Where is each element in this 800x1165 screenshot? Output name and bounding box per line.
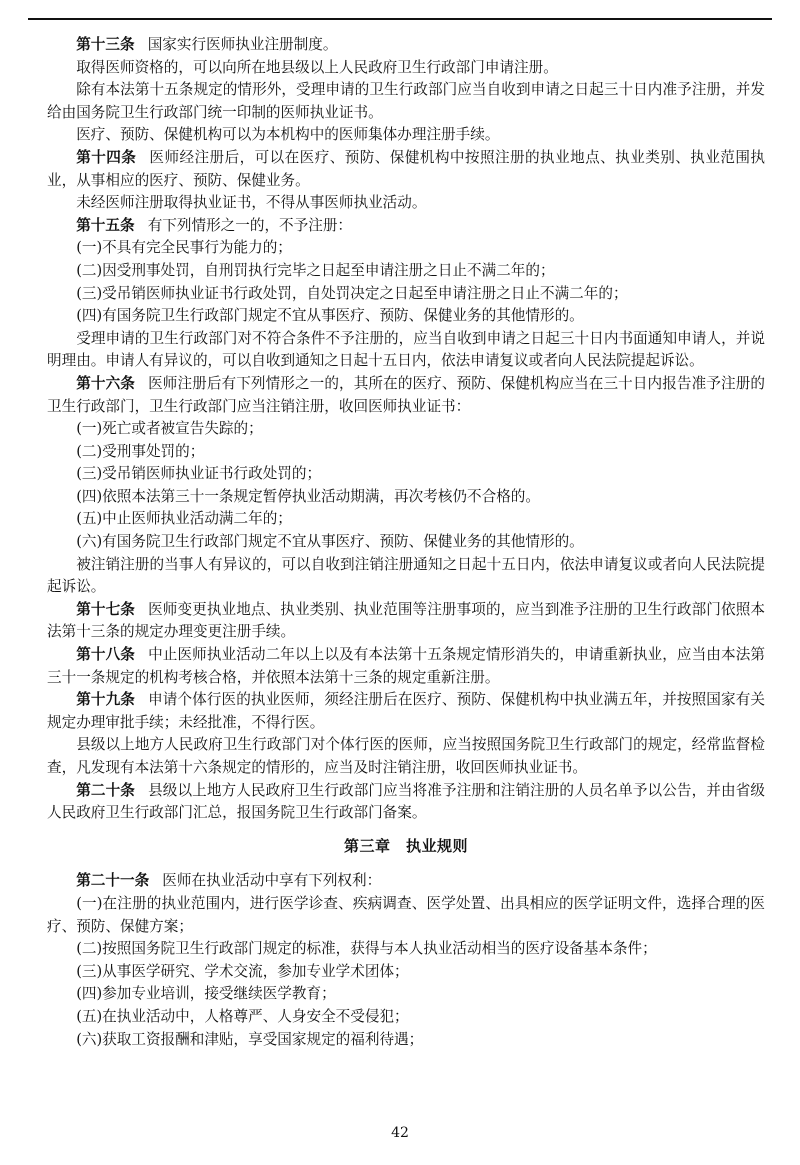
paragraph — [47, 283, 765, 306]
paragraph — [47, 1006, 765, 1029]
article-number: 第十七条 — [76, 600, 135, 618]
paragraph — [47, 260, 765, 283]
paragraph — [47, 463, 765, 486]
paragraph-text: (二)按照国务院卫生行政部门规定的标准，获得与本人执业活动相当的医疗设备基本条件； — [76, 940, 657, 958]
article-number: 第二十条 — [76, 781, 135, 799]
page-content — [47, 34, 765, 1051]
paragraph-text: 医师变更执业地点、执业类别、执业范围等注册事项的，应当到准予注册的卫生行政部门依照本法第十三条的规定办理变更注册手续。 — [47, 600, 765, 641]
paragraph-text: (六)获取工资报酬和津贴，享受国家规定的福利待遇； — [76, 1030, 424, 1048]
paragraph-text: 被注销注册的当事人有异议的，可以自收到注销注册通知之日起十五日内，依法申请复议或者向人民法院提起诉讼。 — [47, 555, 765, 596]
paragraph-text: 医师经注册后，可以在医疗、预防、保健机构中按照注册的执业地点、执业类别、执业范围执业，从事相应的医疗、预防、保健业务。 — [47, 148, 765, 189]
paragraph — [47, 147, 765, 192]
page-number: 42 — [391, 1125, 409, 1141]
paragraph — [47, 554, 765, 599]
paragraph — [47, 215, 765, 238]
paragraph — [47, 79, 765, 124]
paragraph — [47, 486, 765, 509]
paragraph — [47, 305, 765, 328]
article-number: 第十八条 — [76, 646, 135, 664]
paragraph-text: (一)死亡或者被宣告失踪的； — [76, 420, 263, 438]
paragraph — [47, 734, 765, 779]
paragraph — [47, 237, 765, 260]
paragraph — [47, 599, 765, 644]
paragraph — [47, 1029, 765, 1052]
paragraph-text: 医师在执业活动中享有下列权利： — [162, 872, 382, 890]
paragraph — [47, 893, 765, 938]
paragraph — [47, 689, 765, 734]
article-number: 第十九条 — [76, 691, 135, 709]
paragraph-text: (二)因受刑事处罚，自刑罚执行完毕之日起至申请注册之日止不满二年的； — [76, 261, 555, 279]
article-number: 第十三条 — [76, 36, 135, 53]
paragraph-text: 医疗、预防、保健机构可以为本机构中的医师集体办理注册手续。 — [76, 126, 500, 144]
paragraph-text: (四)有国务院卫生行政部门规定不宜从事医疗、预防、保健业务的其他情形的。 — [76, 307, 584, 325]
paragraph-text: (一)不具有完全民事行为能力的； — [76, 239, 292, 257]
paragraph-text: 县级以上地方人民政府卫生行政部门应当将准予注册和注销注册的人员名单予以公告，并由省级人民政府卫生行政部门汇总，报国务院卫生行政部门备案。 — [47, 781, 765, 822]
paragraph — [47, 780, 765, 825]
paragraph — [47, 983, 765, 1006]
section-registration — [47, 34, 765, 825]
paragraph — [47, 531, 765, 554]
paragraph-text: (四)参加专业培训，接受继续医学教育； — [76, 985, 336, 1003]
paragraph-text: (二)受刑事处罚的； — [76, 442, 205, 460]
paragraph — [47, 938, 765, 961]
paragraph-text: 除有本法第十五条规定的情形外，受理申请的卫生行政部门应当自收到申请之日起三十日内准予注册，并发给由国务院卫生行政部门统一印制的医师执业证书。 — [47, 81, 765, 121]
paragraph-text: (三)从事医学研究、学术交流，参加专业学术团体； — [76, 962, 409, 980]
article-number: 第十四条 — [76, 148, 137, 166]
paragraph — [47, 870, 765, 893]
chapter-title: 第三章 执业规则 — [343, 836, 468, 855]
article-number: 第十五条 — [76, 216, 135, 234]
paragraph — [47, 373, 765, 418]
paragraph — [47, 441, 765, 464]
paragraph-text: 未经医师注册取得执业证书，不得从事医师执业活动。 — [76, 194, 427, 212]
paragraph-text: (四)依照本法第三十一条规定暂停执业活动期满，再次考核仍不合格的。 — [76, 487, 540, 505]
paragraph-text: 申请个体行医的执业医师，须经注册后在医疗、预防、保健机构中执业满五年，并按照国家有关规定办理审批手续；未经批准，不得行医。 — [47, 691, 765, 731]
paragraph-text: (六)有国务院卫生行政部门规定不宜从事医疗、预防、保健业务的其他情形的。 — [76, 533, 584, 551]
paragraph — [47, 34, 765, 57]
paragraph — [47, 328, 765, 373]
paragraph-text: 国家实行医师执业注册制度。 — [147, 36, 338, 53]
article-number: 第十六条 — [76, 374, 135, 392]
paragraph — [47, 192, 765, 215]
section-practice-rules — [47, 870, 765, 1051]
paragraph-text: (一)在注册的执业范围内，进行医学诊查、疾病调查、医学处置、出具相应的医学证明文件，选择合理的医疗、预防、保健方案； — [47, 894, 765, 935]
paragraph — [47, 644, 765, 689]
paragraph — [47, 508, 765, 531]
paragraph-text: (五)在执业活动中，人格尊严、人身安全不受侵犯； — [76, 1007, 409, 1025]
paragraph-text: 县级以上地方人民政府卫生行政部门对个体行医的医师，应当按照国务院卫生行政部门的规定，经常监督检查，凡发现有本法第十六条规定的情形的，应当及时注销注册，收回医师执业证书。 — [47, 736, 765, 776]
paragraph-text: 受理申请的卫生行政部门对不符合条件不予注册的，应当自收到申请之日起三十日内书面通知申请人，并说明理由。申请人有异议的，可以自收到通知之日起十五日内，依法申请复议或者向人民法院提起诉讼。 — [47, 329, 765, 370]
paragraph-text: (三)受吊销医师执业证书行政处罚的； — [76, 465, 322, 483]
paragraph — [47, 418, 765, 441]
paragraph — [47, 124, 765, 147]
paragraph — [47, 961, 765, 984]
paragraph-text: (五)中止医师执业活动满二年的； — [76, 510, 292, 528]
paragraph-text: 有下列情形之一的，不予注册： — [147, 216, 353, 234]
paragraph-text: 中止医师执业活动二年以上以及有本法第十五条规定情形消失的，申请重新执业，应当由本法第三十一条规定的机构考核合格，并依照本法第十三条的规定重新注册。 — [47, 646, 765, 686]
paragraph-text: 取得医师资格的，可以向所在地县级以上人民政府卫生行政部门申请注册。 — [76, 58, 558, 76]
paragraph-text: (三)受吊销医师执业证书行政处罚，自处罚决定之日起至申请注册之日止不满二年的； — [76, 284, 628, 302]
top-rule — [28, 18, 772, 20]
paragraph-text: 医师注册后有下列情形之一的，其所在的医疗、预防、保健机构应当在三十日内报告准予注册的卫生行政部门，卫生行政部门应当注销注册，收回医师执业证书： — [47, 374, 765, 415]
paragraph — [47, 57, 765, 80]
article-number: 第二十一条 — [76, 872, 150, 890]
